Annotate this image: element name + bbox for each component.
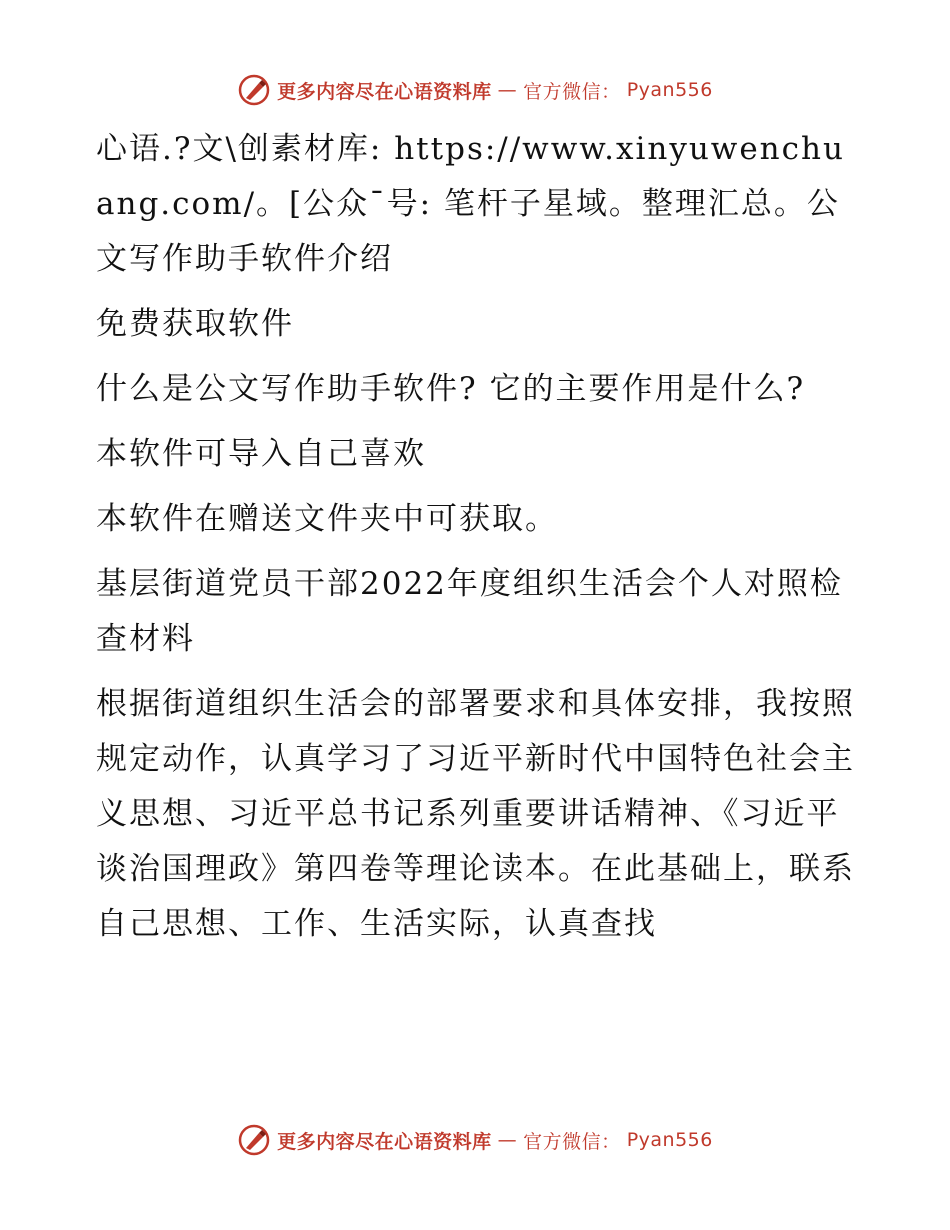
paragraph-source-notice: 心语.?文\创素材库: https://www.xinyuwenchuang.com/。[公众¯号: 笔杆子星域。整理汇总。公文写作助手软件介绍 [96,131,845,277]
header-watermark [0,70,950,110]
watermark-wechat-id: Pyan556 [626,1129,713,1151]
pen-nib-logo-icon [237,73,271,107]
paragraph-free-download: 免费获取软件 [96,306,294,342]
watermark-wechat-label: 官方微信： [523,80,621,103]
paragraph-body-intro: 根据街道组织生活会的部署要求和具体安排，我按照规定动作，认真学习了习近平新时代中国特色社会主义思想、习近平总书记系列重要讲话精神、《习近平谈治国理政》第四卷等理论读本。在此基础上，联系自己思想、工作、生活实际，认真查找 [96,686,855,942]
watermark-main-text: 更多内容尽在心语资料库 [277,1130,492,1153]
paragraph-import: 本软件可导入自己喜欢 [96,436,426,472]
watermark-main-text: 更多内容尽在心语资料库 [277,80,492,103]
paragraph-what-is-software: 什么是公文写作助手软件? 它的主要作用是什么? [96,371,806,407]
footer-watermark [0,1120,950,1160]
watermark-wechat-label: 官方微信： [523,1130,621,1153]
pen-nib-logo-icon [237,1123,271,1157]
paragraph-document-title: 基层街道党员干部2022年度组织生活会个人对照检查材料 [96,566,843,657]
watermark-separator: — [497,1129,518,1151]
document-body [96,122,856,952]
paragraph-gift-folder: 本软件在赠送文件夹中可获取。 [96,501,558,537]
watermark-wechat-id: Pyan556 [626,79,713,101]
watermark-separator: — [497,79,518,101]
